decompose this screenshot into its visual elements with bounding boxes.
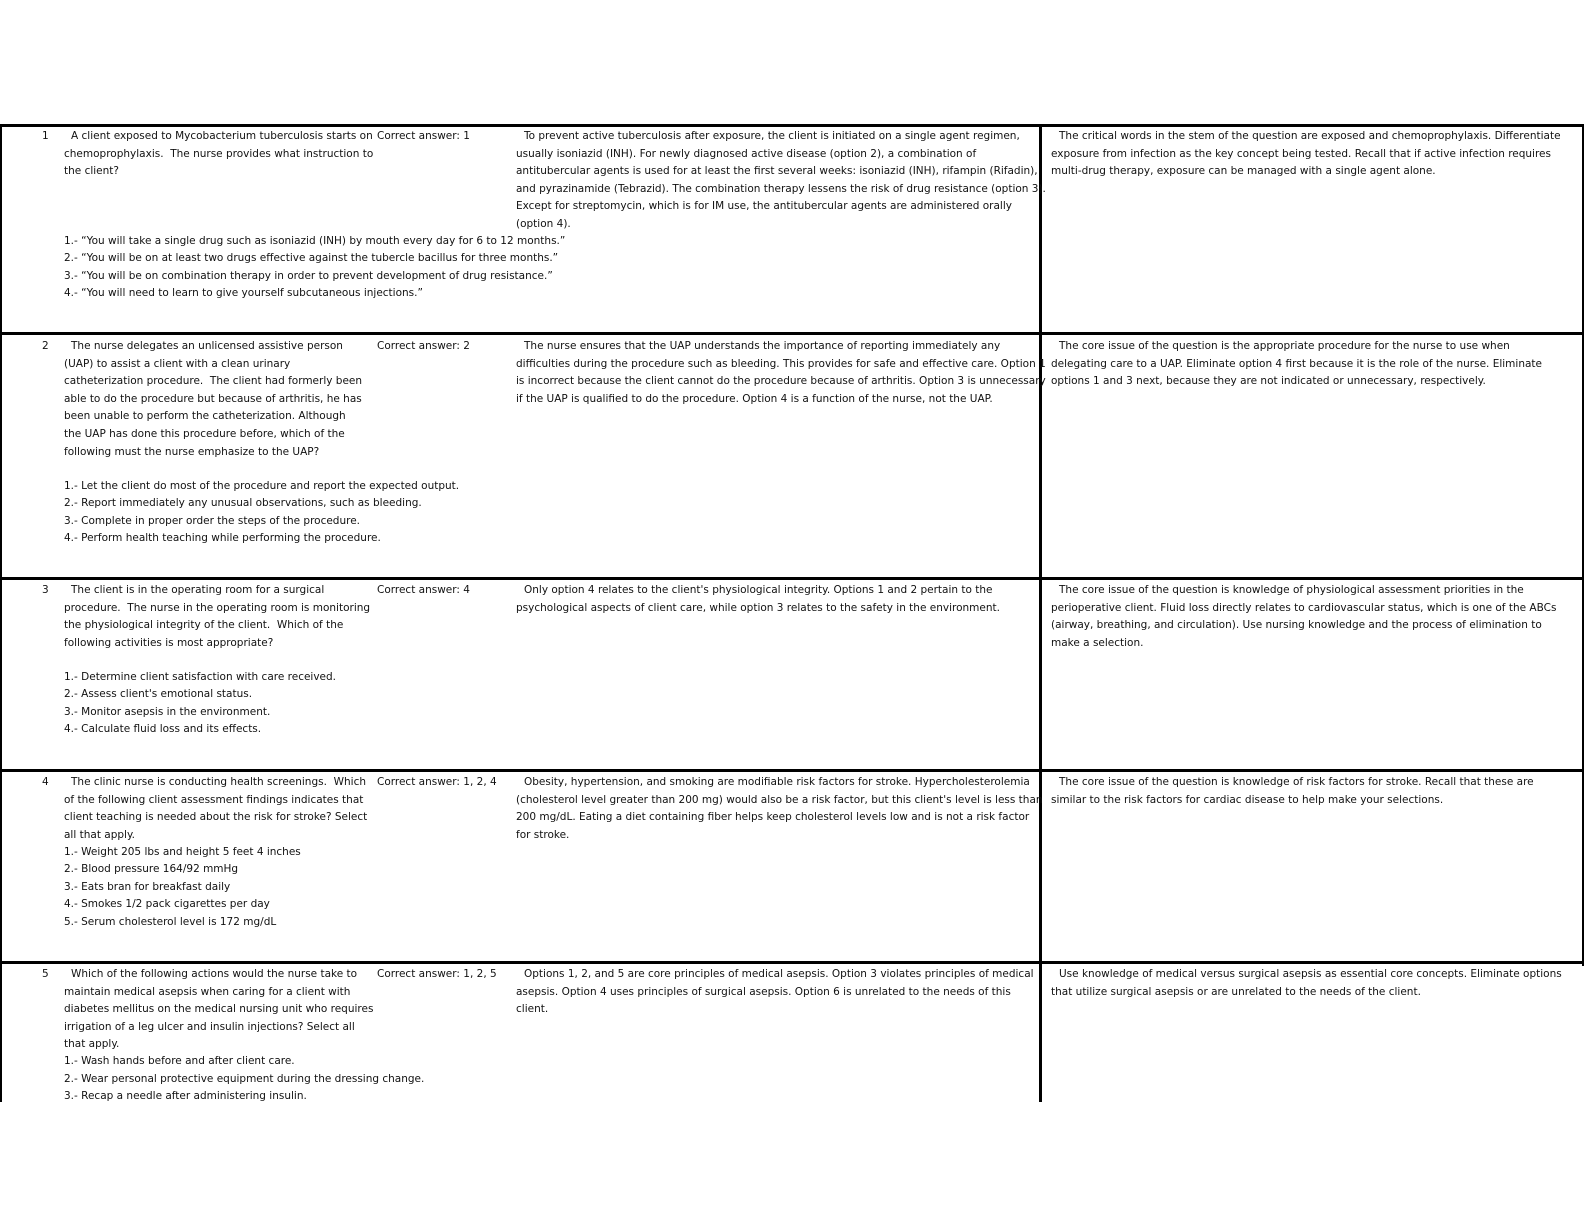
- answer-option: 2.- “You will be on at least two drugs effective against the tubercle bacillus for three months.”: [64, 252, 559, 264]
- question-text: The nurse delegates an unlicensed assistive person (UAP) to assist a client with a clean urinary catheterization procedure. The client had formerly been able to do the procedure but because of arthritis, he has been unable to perform the catheterization. Although the UAP has done this procedure before, which of the following must the nurse emphasize to the UAP?: [64, 340, 366, 458]
- answer-option: 3.- Complete in proper order the steps of the procedure.: [64, 515, 361, 527]
- question-text: A client exposed to Mycobacterium tuberculosis starts on chemoprophylaxis. The nurse provides what instruction to the client?: [64, 130, 377, 178]
- correct-answer: Correct answer: 1, 2, 5: [377, 968, 497, 980]
- correct-answer: Correct answer: 1: [377, 130, 470, 142]
- question-stem: [42, 128, 384, 181]
- answer-option: 3.- “You will be on combination therapy in order to prevent development of drug resistance.”: [64, 270, 553, 282]
- answer-option: 2.- Blood pressure 164/92 mmHg: [64, 863, 239, 875]
- correct-answer: Correct answer: 1, 2, 4: [377, 776, 497, 788]
- answer-option: 4.- Calculate fluid loss and its effects.: [64, 723, 262, 735]
- test-strategy-text: The core issue of the question is knowledge of physiological assessment priorities in the perioperative client. Fluid loss directly relates to cardiovascular status, which is one of the ABCs (airway, breathing, and circulation). Use nursing knowledge and the process of elimination to make a selection.: [1051, 584, 1557, 649]
- rationale-text: Obesity, hypertension, and smoking are modifiable risk factors for stroke. Hypercholesterolemia (cholesterol level greater than 200 mg) would also be a risk factor, but this client's level is less than 200 mg/dL. Eating a diet containing fiber helps keep cholesterol levels low and is not a risk factor for stroke.: [516, 776, 1043, 841]
- question-stem: [42, 582, 374, 652]
- question-stem: [42, 774, 374, 844]
- answer-option: 1.- “You will take a single drug such as isoniazid (INH) by mouth every day for 6 to 12 months.”: [64, 235, 566, 247]
- answer-option: 1.- Determine client satisfaction with care received.: [64, 671, 337, 683]
- question-stem: [42, 338, 366, 461]
- answer-option: 3.- Eats bran for breakfast daily: [64, 881, 231, 893]
- answer-option: 1.- Let the client do most of the procedure and report the expected output.: [64, 480, 460, 492]
- row-divider: [0, 769, 1584, 772]
- question-stem: [42, 966, 377, 1054]
- rationale-text: The nurse ensures that the UAP understands the importance of reporting immediately any difficulties during the procedure such as bleeding. This provides for safe and effective care. Option 1 is incorrect because the client cannot do the procedure because of arthritis. Option 3 is unnecessary if the UAP is qualified to do the procedure. Option 4 is a function of the nurse, not the UAP.: [516, 340, 1046, 405]
- answer-option: 5.- Serum cholesterol level is 172 mg/dL: [64, 916, 277, 928]
- question-number: 2: [42, 340, 49, 352]
- row-divider: [0, 124, 1584, 127]
- question-text: The client is in the operating room for a surgical procedure. The nurse in the operating room is monitoring the physiological integrity of the client. Which of the following activities is most appropriate?: [64, 584, 374, 649]
- row-divider: [0, 332, 1584, 335]
- test-strategy-text: Use knowledge of medical versus surgical asepsis as essential core concepts. Eliminate options that utilize surgical asepsis or are unrelated to the needs of the client.: [1051, 968, 1562, 998]
- answer-option: 4.- Perform health teaching while performing the procedure.: [64, 532, 381, 544]
- question-number: 1: [42, 130, 49, 142]
- answer-option: 3.- Recap a needle after administering insulin.: [64, 1090, 307, 1102]
- answer-option: 4.- Smokes 1/2 pack cigarettes per day: [64, 898, 270, 910]
- test-strategy-text: The core issue of the question is the appropriate procedure for the nurse to use when delegating care to a UAP. Eliminate option 4 first because it is the role of the nurse. Eliminate options 1 and 3 next, because they are not indicated or unnecessary, respectively.: [1051, 340, 1542, 388]
- question-text: The clinic nurse is conducting health screenings. Which of the following client assessment findings indicates that client teaching is needed about the risk for stroke? Select all that apply.: [64, 776, 371, 841]
- answer-option: 1.- Weight 205 lbs and height 5 feet 4 inches: [64, 846, 301, 858]
- test-strategy-text: The core issue of the question is knowledge of risk factors for stroke. Recall that these are similar to the risk factors for cardiac disease to help make your selections.: [1051, 776, 1534, 806]
- question-number: 4: [42, 776, 49, 788]
- column-divider-left: [0, 124, 2, 1102]
- row-divider: [0, 961, 1584, 964]
- test-strategy-text: The critical words in the stem of the question are exposed and chemoprophylaxis. Differentiate exposure from infection as the key concept being tested. Recall that if active infection requires multi-drug therapy, exposure can be managed with a single agent alone.: [1051, 130, 1561, 178]
- answer-option: 2.- Wear personal protective equipment during the dressing change.: [64, 1073, 425, 1085]
- correct-answer: Correct answer: 2: [377, 340, 470, 352]
- question-text: Which of the following actions would the nurse take to maintain medical asepsis when caring for a client with diabetes mellitus on the medical nursing unit who requires irrigation of a leg ulcer and insulin injections? Select all that apply.: [64, 968, 377, 1051]
- answer-option: 2.- Report immediately any unusual observations, such as bleeding.: [64, 497, 422, 509]
- row-divider: [0, 577, 1584, 580]
- answer-option: 2.- Assess client's emotional status.: [64, 688, 253, 700]
- rationale-text: Options 1, 2, and 5 are core principles of medical asepsis. Option 3 violates principles of medical asepsis. Option 4 uses principles of surgical asepsis. Option 6 is unrelated to the needs of this client.: [516, 968, 1034, 1016]
- answer-option: 4.- “You will need to learn to give yourself subcutaneous injections.”: [64, 287, 423, 299]
- rationale-text: Only option 4 relates to the client's physiological integrity. Options 1 and 2 pertain to the psychological aspects of client care, while option 3 relates to the safety in the environment.: [516, 584, 1000, 614]
- correct-answer: Correct answer: 4: [377, 584, 470, 596]
- answer-option: 1.- Wash hands before and after client care.: [64, 1055, 295, 1067]
- question-number: 5: [42, 968, 49, 980]
- answer-option: 3.- Monitor asepsis in the environment.: [64, 706, 271, 718]
- question-number: 3: [42, 584, 49, 596]
- rationale-text: To prevent active tuberculosis after exposure, the client is initiated on a single agent regimen, usually isoniazid (INH). For newly diagnosed active disease (option 2), a combination of antitubercular agents is used for at least the first several weeks: isoniazid (INH), rifampin (Rifadin), and pyrazinamide (Tebrazid). The combination therapy lessens the risk of drug resistance (option 3). Except for streptomycin, which is for IM use, the antitubercular agents are administered orally (option 4).: [516, 130, 1046, 230]
